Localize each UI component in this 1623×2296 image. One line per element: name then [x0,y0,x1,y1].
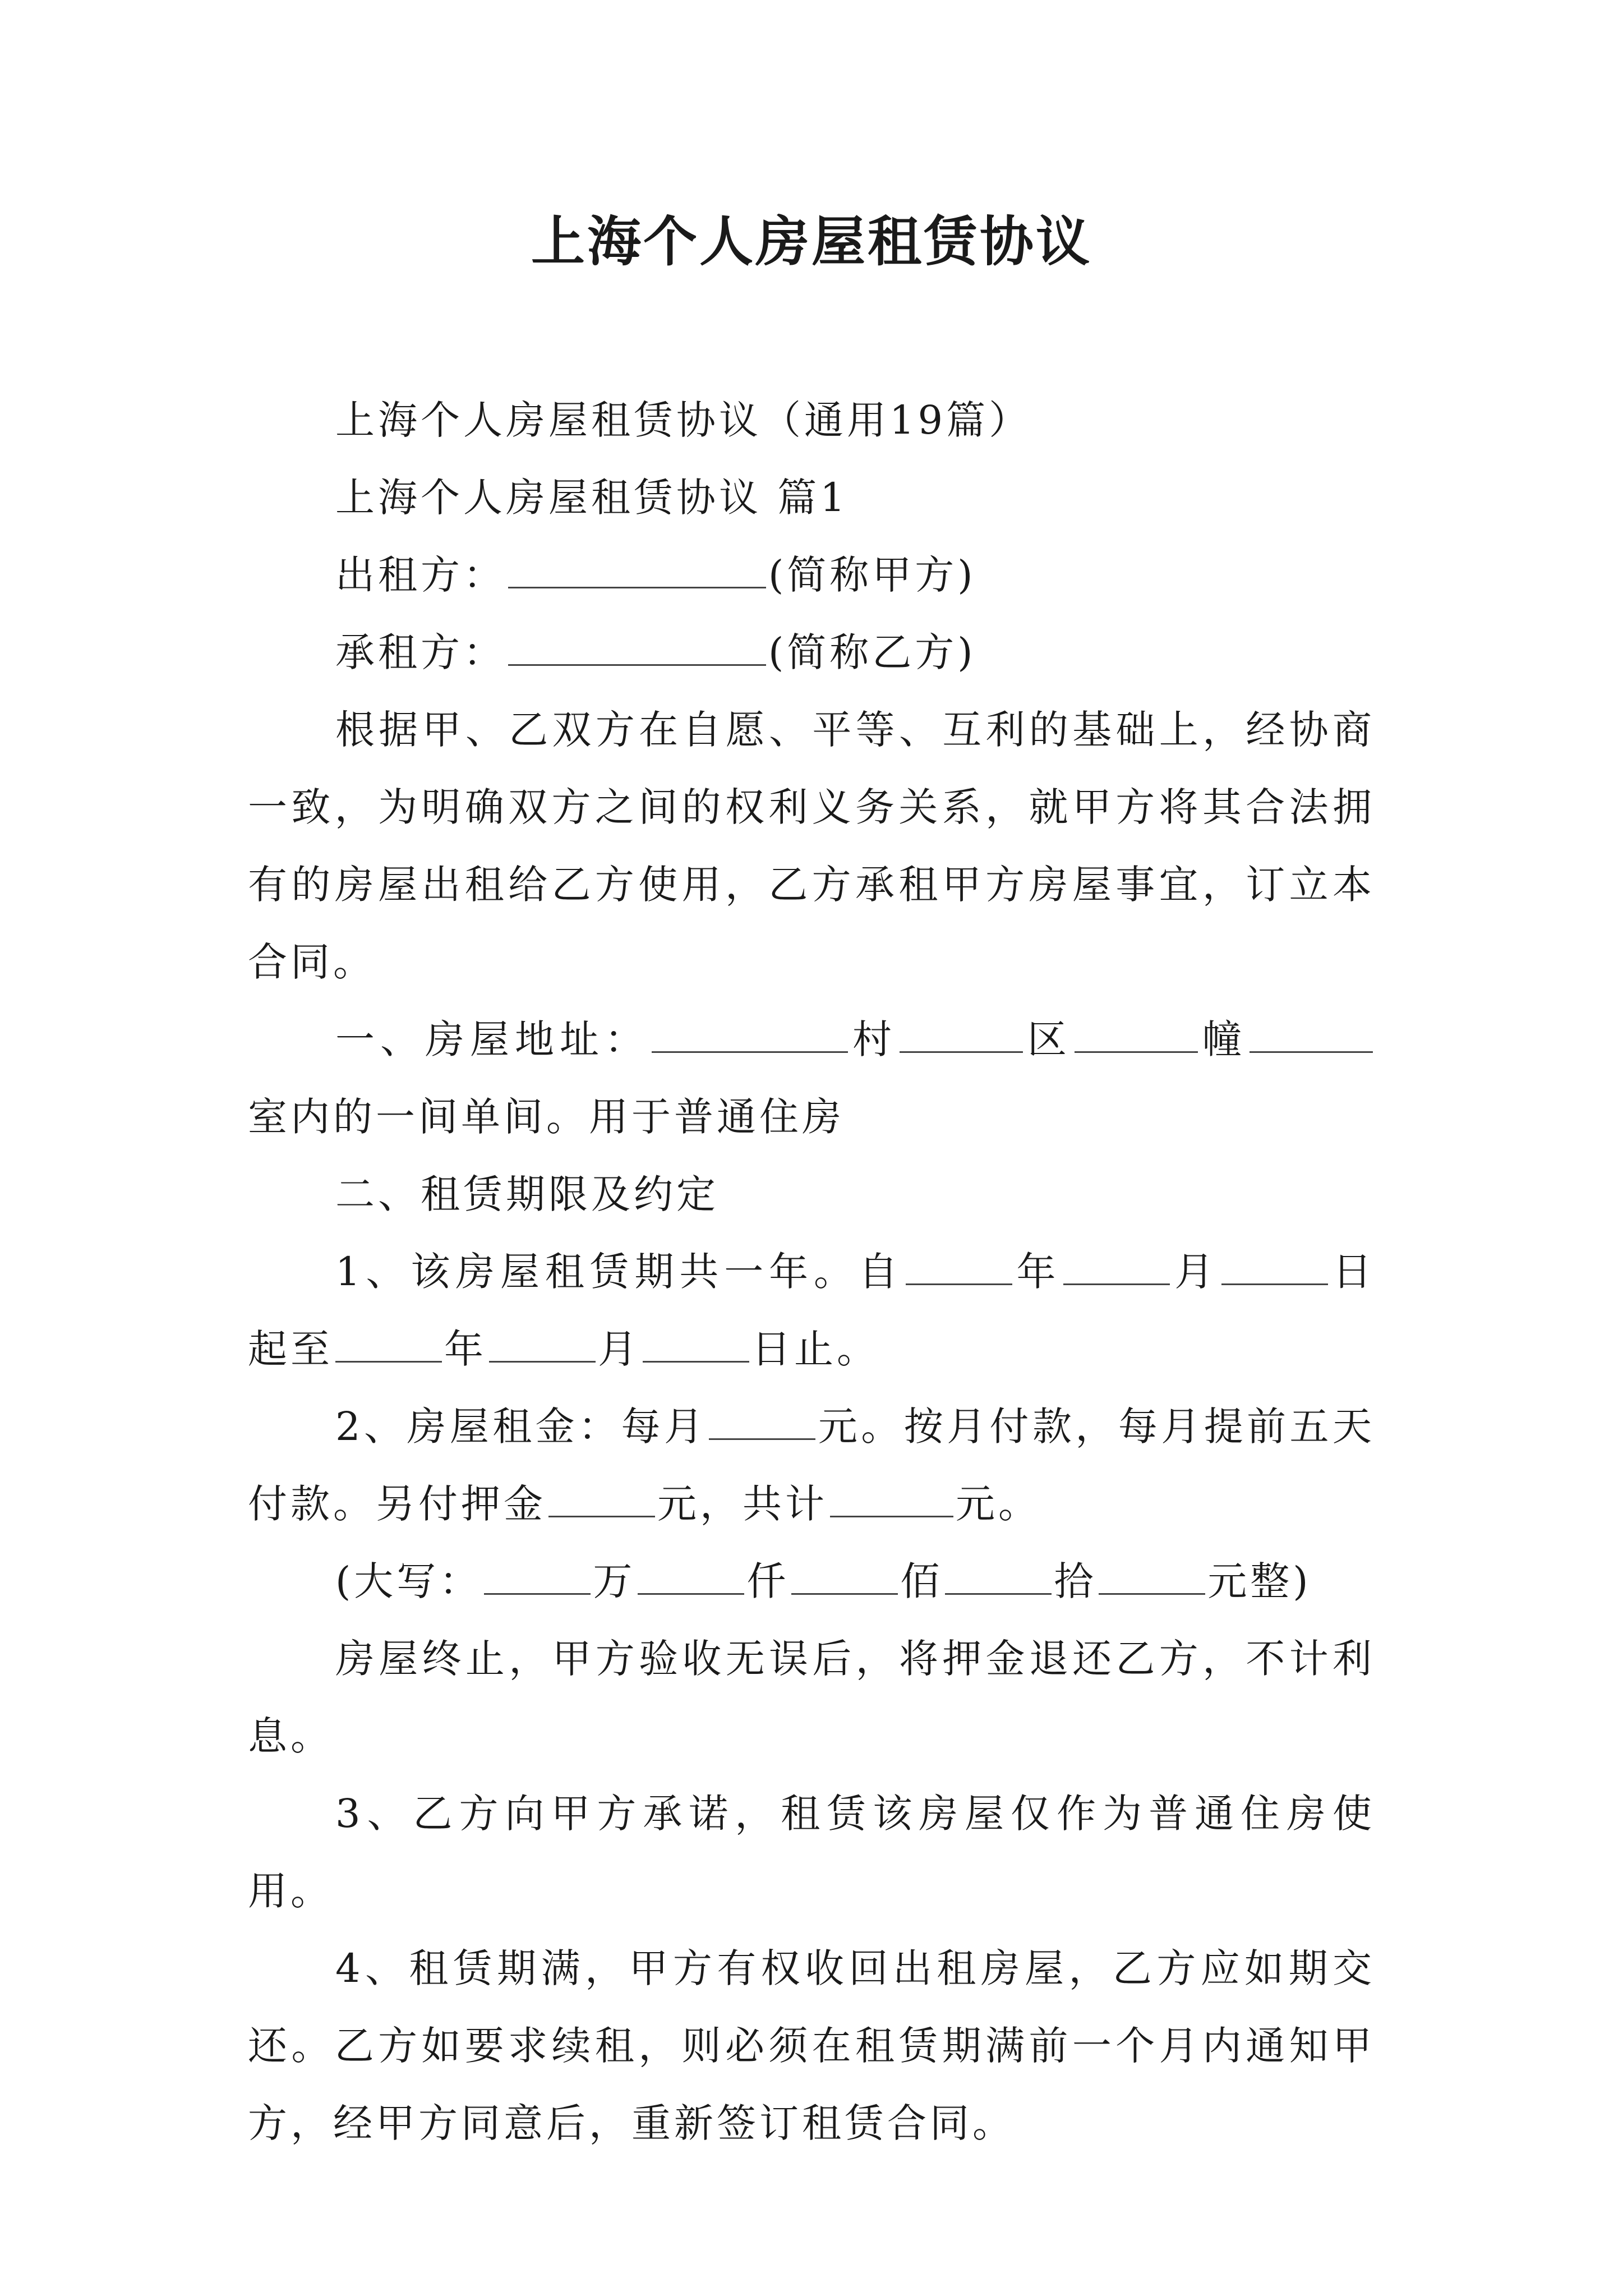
qian-unit: 仟 [746,1558,790,1604]
rent-terms: 元。按月付款，每月提前五天付款。另付押金 [248,1404,1375,1527]
item-2-rent [248,1388,1375,1543]
deposit-blank [548,1482,655,1517]
amount-in-words [248,1543,1375,1620]
intro-paragraph: 根据甲、乙双方在自愿、平等、互利的基础上，经协商一致，为明确双方之间的权利义务关系，就甲方将其合法拥有的房屋出租给乙方使用，乙方承租甲方房屋事宜，订立本合同。 [248,707,1375,985]
subtitle: 上海个人房屋租赁协议（通用19篇） [335,397,1032,443]
start-day-blank [1221,1250,1328,1285]
end-month-blank [489,1327,596,1363]
rent-label: 2、房屋租金：每月 [335,1404,707,1450]
end-day-unit: 日止。 [751,1326,879,1372]
item-1-term [248,1233,1375,1388]
yuan-unit: 元整) [1207,1558,1312,1604]
lessee-blank [508,631,766,666]
yuan-blank [1099,1559,1205,1595]
document-body [248,381,1375,2162]
end-year-unit: 年 [444,1326,487,1372]
lessor-line [248,536,1375,614]
total-label: 元，共计 [657,1481,828,1527]
room-blank [1249,1018,1373,1053]
shi-unit: 拾 [1054,1558,1097,1604]
item-4-renewal: 4、租赁期满，甲方有权收回出租房屋，乙方应如期交还。乙方如要求续租，则必须在租赁期满前一个月内通知甲方，经甲方同意后，重新签订租赁合同。 [248,1945,1375,2146]
lessee-line [248,614,1375,691]
bai-unit: 佰 [900,1558,943,1604]
district-unit: 区 [1025,1016,1072,1062]
building-blank [1075,1018,1198,1053]
total-unit: 元。 [956,1481,1041,1527]
wan-blank [484,1559,591,1595]
end-month-unit: 月 [598,1326,640,1372]
end-year-blank [335,1327,442,1363]
start-day-unit: 日起 [248,1249,1375,1372]
total-blank [830,1482,953,1517]
district-blank [900,1018,1023,1053]
capital-label: (大写： [335,1558,482,1604]
section-address [248,1001,1375,1156]
qian-blank [638,1559,744,1595]
start-month-unit: 月 [1172,1249,1220,1295]
lessor-suffix: (简称甲方) [768,552,976,598]
monthly-rent-blank [709,1405,815,1440]
start-month-blank [1063,1250,1170,1285]
shi-blank [945,1559,1052,1595]
lessee-label: 承租方： [335,629,506,675]
term-to: 至 [291,1326,333,1372]
start-year-blank [906,1250,1012,1285]
address-tail: 室内的一间单间。用于普通住房 [248,1094,845,1140]
lessee-suffix: (简称乙方) [768,629,976,675]
item-3-use: 3、乙方向甲方承诺，租赁该房屋仅作为普通住房使用。 [248,1791,1375,1914]
term-label: 1、该房屋租赁期共一年。自 [335,1249,903,1295]
section-term-heading: 二、租赁期限及约定 [335,1171,719,1217]
bai-blank [791,1559,898,1595]
address-label: 一、房屋地址： [335,1016,649,1062]
deposit-refund-paragraph: 房屋终止，甲方验收无误后，将押金退还乙方，不计利息。 [248,1636,1375,1759]
village-unit: 村 [850,1016,897,1062]
start-year-unit: 年 [1014,1249,1062,1295]
wan-unit: 万 [593,1558,636,1604]
article-heading: 上海个人房屋租赁协议 篇1 [335,475,849,521]
building-unit: 幢 [1200,1016,1247,1062]
lessor-label: 出租方： [335,552,506,598]
end-day-blank [643,1327,749,1363]
village-blank [652,1018,848,1053]
document-title: 上海个人房屋租赁协议 [531,210,1092,273]
lessor-blank [508,553,766,588]
